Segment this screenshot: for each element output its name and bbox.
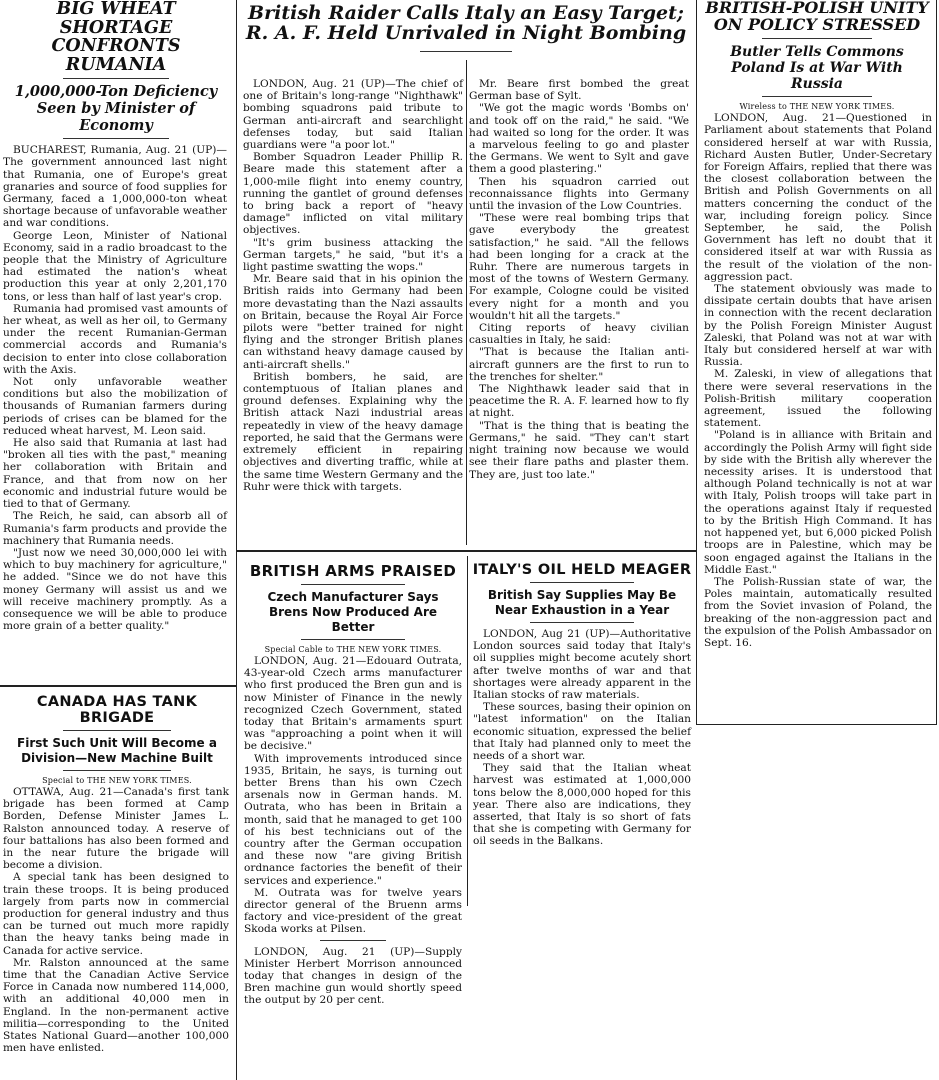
divider [320, 940, 385, 941]
paragraph: He also said that Rumania at last had "broken all ties with the past," meaning her collaboration with Britain and France, and that from now on her economic and industrial future would be tied to that of Germany. [3, 437, 227, 511]
article-british-arms [240, 556, 466, 1080]
paragraph: Mr. Beare first bombed the great German base of Sylt. [469, 78, 689, 103]
divider [530, 622, 634, 623]
body-wheat [0, 144, 232, 632]
body-canada [0, 786, 234, 1054]
article-british-polish [698, 0, 936, 725]
paragraph: Then his squadron carried out reconnaissance flights into Germany until the invasion of the Low Countries. [469, 175, 689, 213]
paragraph: "We got the magic words 'Bombs on' and took off on the raid," he said. "We had waited so long for the order. It was a marvelous feeling to go and plaster the Germans. We went to Sylt and gave them a good plastering." [469, 102, 689, 176]
paragraph: M. Outrata was for twelve years director general of the Bruenn arms factory and vice-president of the great Skoda works at Pilsen. [244, 886, 462, 936]
paragraph: Citing reports of heavy civilian casualties in Italy, he said: [469, 322, 689, 347]
subhead-polish: Butler Tells Commons Poland Is at War With Russia [730, 43, 904, 93]
paragraph: "These were real bombing trips that gave everybody the greatest satisfaction," he said. "All the fellows had been longing for a crack at the Ruhr. There are numerous targets in most of the towns of Western Germany. For example, Cologne could be visited every night for a month and you wouldn't hit all the targets." [469, 212, 689, 322]
paragraph: "That is because the Italian anti-aircraft gunners are the first to run to the trenches for shelter." [469, 346, 689, 383]
article-wheat-shortage [0, 0, 232, 682]
paragraph: OTTAWA, Aug. 21—Canada's first tank brigade has been formed at Camp Borden, Defense Minister James L. Ralston announced today. A reserve of four battalions has also been formed and in the near future the brigade will become a division. [3, 786, 229, 872]
paragraph: M. Zaleski, in view of allegations that there were several reservations in the Polish-British military cooperation agreement, issued the following statement. [704, 368, 932, 430]
headline-raider-line2: R. A. F. Held Unrivaled in Night Bombing [245, 22, 687, 45]
body-raider-col2 [469, 78, 689, 481]
paragraph: A special tank has been designed to train these troops. It is being produced largely from parts now in commercial production for general industry and thus can be turned out much more rapidly than the heavy tanks being made in Canada for active service. [3, 871, 229, 957]
paragraph: LONDON, Aug. 21 (UP)—The chief of one of Britain's long-range "Nighthawk" bombing squadrons paid tribute to German anti-aircraft and searchlight defenses today, but said Italian guardians were "a poor lot." [243, 78, 463, 152]
divider [530, 582, 634, 583]
column-rule [466, 60, 467, 545]
paragraph: Not only unfavorable weather conditions but also the mobilization of thousands of Rumanian farmers during periods of crises can be blamed for the reduced wheat harvest, M. Leon said. [3, 376, 227, 437]
article-canada-tank [0, 690, 234, 1080]
subhead-arms: Czech Manufacturer Says Brens Now Produced Are Better [267, 590, 439, 634]
paragraph: "Poland is in alliance with Britain and accordingly the Polish Army will fight side by side with the British ally wherever the necessity arises. It is understood that although Poland technically is not at war with Italy, Polish troops will take part in the operations against Italy if requested to by the British High Command. It has not happened yet, but 6,000 picked Polish troops are in Palestine, which may be soon engaged against the Italians in the Middle East." [704, 429, 932, 576]
body-polish [698, 112, 936, 649]
headline-arms: BRITISH ARMS PRAISED [249, 562, 457, 580]
divider [301, 584, 405, 585]
headline-oil: ITALY'S OIL HELD MEAGER [472, 562, 692, 578]
section-rule [696, 724, 937, 725]
divider [762, 96, 871, 97]
paragraph: LONDON, Aug. 21—Questioned in Parliament about statements that Poland considered herself at war with Russia, Richard Austen Butler, Under-Secretary for Foreign Affairs, replied that there was the closest collaboration between the British and Polish Governments on all matters concerning the conduct of the war, including foreign policy. Since September, he said, the Polish Government has left no doubt that it considered itself at war with Russia as the result of the violation of the non-aggression pact. [704, 112, 932, 283]
subhead-canada: First Such Unit Will Become a Division—New Machine Built [17, 736, 217, 765]
column-rule [936, 0, 937, 725]
divider [762, 38, 871, 39]
section-rule [237, 550, 697, 552]
section-rule [0, 685, 236, 687]
paragraph: LONDON, Aug. 21—Edouard Outrata, 43-year-old Czech arms manufacturer who first produced the Bren gun and is now Minister of Finance in the newly recognized Czech Government, stated today that Britain's armaments spurt was "approaching a point when it will be decisive." [244, 655, 462, 753]
paragraph: Rumania had promised vast amounts of her wheat, as well as her oil, to Germany under the recent Rumanian-German commercial accords and Rumania's decision to enter into close collaboration with the Axis. [3, 302, 227, 376]
subhead-oil: British Say Supplies May Be Near Exhaustion in a Year [487, 588, 677, 617]
column-rule [467, 556, 468, 906]
paragraph: LONDON, Aug 21 (UP)—Authoritative London sources said today that Italy's oil supplies might become acutely short after twelve months of war and that shortages were already apparent in the Italian stocks of raw materials. [473, 628, 691, 702]
byline-canada: Special to THE NEW YORK TIMES. [42, 776, 192, 785]
paragraph: "Just now we need 30,000,000 lei with which to buy machinery for agriculture," he added. "Since we do not have this money Germany will assist us and we will receive machinery promptly. As a consequence we will be able to produce more grain of a better quality." [3, 546, 227, 633]
paragraph: "It's grim business attacking the German targets," he said, "but it's a light pastime swatting the wops." [243, 236, 463, 274]
divider [63, 78, 170, 79]
byline-arms: Special Cable to THE NEW YORK TIMES. [264, 645, 442, 654]
headline-polish: BRITISH-POLISH UNITY ON POLICY STRESSED [705, 0, 929, 34]
body-arms [240, 655, 466, 1007]
column-rule [696, 0, 697, 725]
paragraph: George Leon, Minister of National Economy, said in a radio broadcast to the people that the Ministry of Agriculture had estimated the nation's wheat production this year at only 2,201,170 tons, or less than half of last year's crop. [3, 229, 227, 303]
subhead-wheat: 1,000,000-Ton Deficiency Seen by Minister of Economy [14, 83, 218, 134]
paragraph: LONDON, Aug. 21 (UP)—Supply Minister Herbert Morrison announced today that changes in design of the Bren machine gun would shortly speed the output by 20 per cent. [244, 945, 462, 1007]
divider [63, 138, 170, 139]
paragraph: These sources, basing their opinion on "latest information" on the Italian economic situation, expressed the belief that Italy had planned only to meet the needs of a short war. [473, 701, 691, 763]
article-italy-oil [469, 556, 695, 912]
paragraph: The statement obviously was made to dissipate certain doubts that have arisen in connection with the recent declaration by the Polish Foreign Minister August Zaleski, that Poland was not at war with Italy but considered herself at war with Russia. [704, 283, 932, 369]
byline-polish: Wireless to THE NEW YORK TIMES. [739, 102, 895, 112]
paragraph: BUCHAREST, Rumania, Aug. 21 (UP)—The government announced last night that Rumania, one of Europe's great granaries and source of food supplies for Germany, faced a 1,000,000-ton wheat shortage because of unfavorable weather and war conditions. [3, 144, 227, 230]
paragraph: British bombers, he said, are contemptuous of Italian planes and ground defenses. Explaining why the British attack Nazi industrial areas repeatedly in view of the heavy damage reported, he said that the Germans were extremely efficient in repairing objectives and diverting traffic, while at the same time Western Germany and the Ruhr were thick with targets. [243, 370, 463, 493]
paragraph: The Nighthawk leader said that in peacetime the R. A. F. learned how to fly at night. [469, 383, 689, 420]
paragraph: With improvements introduced since 1935, Britain, he says, is turning out better Brens than his own Czech arsenals now in German hands. M. Outrata, who has been in Britain a month, said that he managed to get 100 of his best technicians out of the country after the German occupation and these now "are giving British ordnance factories the benefit of their services and experience." [244, 752, 462, 887]
paragraph: Mr. Beare said that in his opinion the British raids into Germany had been more devastating than the Nazi assaults on Britain, because the Royal Air Force pilots were "better trained for night flying and the stronger British planes can withstand heavy damage caused by anti-aircraft shells." [243, 273, 463, 371]
divider [63, 770, 171, 771]
paragraph: "That is the thing that is beating the Germans," he said. "They can't start night training now because we would see their flare paths and plaster them. They are, just too late." [469, 419, 689, 481]
body-oil [469, 628, 695, 848]
headline-raider-line1: British Raider Calls Italy an Easy Target; [248, 2, 684, 24]
paragraph: Bomber Squadron Leader Phillip R. Beare made this statement after a 1,000-mile flight into enemy country, running the gantlet of ground defenses to bring back a report of "heavy damage" inflicted on vital military objectives. [243, 151, 463, 237]
paragraph: The Polish-Russian state of war, the Poles maintain, automatically resulted from the Soviet invasion of Poland, the breaking of the non-aggression pact and the expulsion of the Polish Ambassador on Sept. 16. [704, 575, 932, 649]
divider [420, 51, 512, 52]
paragraph: They said that the Italian wheat harvest was estimated at 1,000,000 tons below the 8,000,000 hoped for this year. There also are indications, they asserted, that Italy is so short of fats that she is competing with Germany for oil seeds in the Balkans. [473, 762, 691, 848]
body-raider-col1 [243, 78, 463, 493]
paragraph: The Reich, he said, can absorb all of Rumania's farm products and provide the machinery that Rumania needs. [3, 510, 227, 547]
divider [301, 639, 405, 640]
headline-wheat: BIG WHEAT SHORTAGE CONFRONTS RUMANIA [51, 0, 181, 75]
headline-canada: CANADA HAS TANK BRIGADE [36, 694, 198, 726]
paragraph: Mr. Ralston announced at the same time that the Canadian Active Service Force in Canada now numbered 114,000, with an additional 40,000 men in England. In the non-permanent active militia—corresponding to the United States National Guard—another 100,000 men have enlisted. [3, 956, 229, 1055]
divider [63, 730, 171, 731]
